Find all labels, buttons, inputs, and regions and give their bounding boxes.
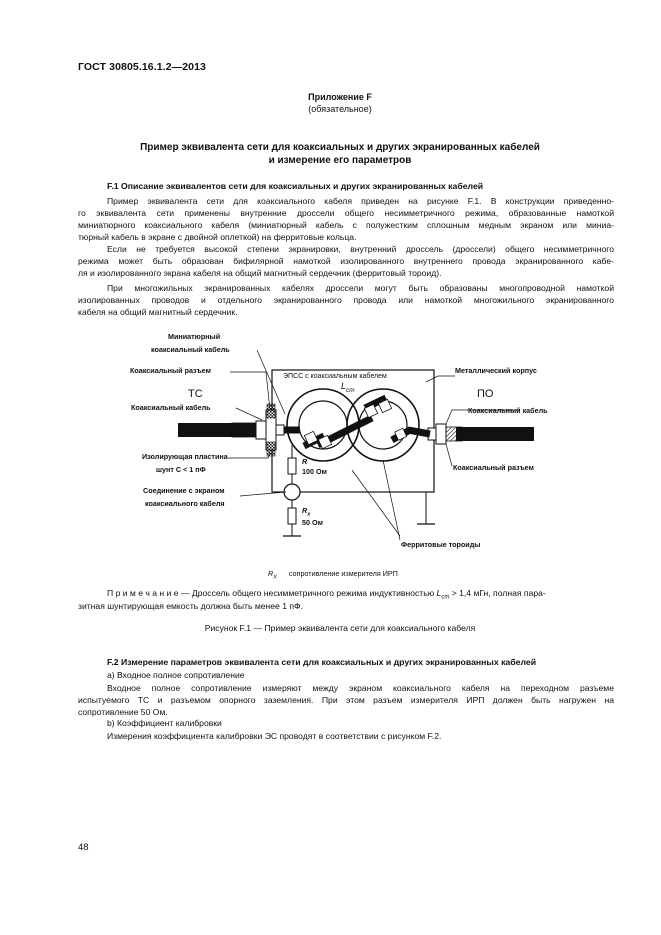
label-po: ПО	[477, 388, 494, 400]
paragraph-line: ля и изолированного экрана кабеля на общий магнитный сердечник (ферритовый тороид).	[78, 268, 442, 278]
paragraph-line: го эквивалента сети применены внутренние дроссели общего несимметричного режима, образованные намоткой	[78, 208, 614, 218]
label-mini-coax-2: коаксиальный кабель	[151, 345, 230, 354]
figure-note-line-2: зитная шунтирующая емкость должна быть менее 1 пФ.	[78, 601, 303, 611]
right-cable-end	[446, 427, 462, 441]
page-number: 48	[78, 842, 89, 853]
paragraph-line: тюрный кабель в экране с двойной оплеткой) на ферритовые кольца.	[78, 232, 357, 242]
figure-caption: Рисунок F.1 — Пример эквивалента сети для коаксиального кабеля	[204, 623, 476, 633]
label-ferrite-toroids: Ферритовые тороиды	[401, 540, 481, 549]
section-f1-heading: F.1 Описание эквивалентов сети для коаксиальных и других экранированных кабелей	[107, 181, 484, 191]
document-code: ГОСТ 30805.16.1.2—2013	[78, 61, 206, 73]
label-coax-cable-left: Коаксиальный кабель	[131, 403, 211, 412]
left-cable-end	[232, 423, 256, 437]
label-rx	[302, 506, 310, 517]
paragraph-line: Пример эквивалента сети для коаксиального кабеля приведен на рисунке F.1. В конструкции приведенно-	[107, 196, 614, 206]
left-insulator-bottom	[267, 442, 275, 456]
left-insulator-top	[267, 404, 275, 418]
section-f2-item-a: а) Входное полное сопротивление	[107, 670, 245, 680]
lcm-symbol: L	[341, 381, 347, 391]
legend-symbol-subscript: X	[273, 574, 277, 581]
paragraph-line: сопротивление 50 Ом.	[78, 707, 168, 717]
left-connector-nose	[276, 425, 284, 435]
rx-symbol: R	[302, 506, 308, 515]
section-f2-paragraph-2: Измерения коэффициента калибровки ЭС проводят в соответствии с рисунком F.2.	[107, 731, 442, 741]
note-symbol-subscript: cm	[441, 594, 450, 601]
appendix-status: (обязательное)	[308, 104, 372, 114]
paragraph-line: режима может быть образован бифилярной намоткой изолированного внутреннего провода экранированного кабе-	[78, 256, 614, 266]
appendix-title: Приложение F	[308, 92, 372, 102]
label-coax-connector-left: Коаксиальный разъем	[130, 366, 211, 375]
note-text-b: > 1,4 мГн, полная пара-	[451, 588, 546, 598]
label-r: R	[302, 457, 308, 466]
paragraph-line: Если не требуется высокой степени экранировки, внутренний дроссель (дроссели) общего несимметричного	[107, 244, 614, 254]
main-title-line-2: и измерение его параметров	[268, 155, 412, 166]
ferrite-toroid-left	[287, 386, 359, 461]
label-coax-cable-right: Коаксиальный кабель	[468, 406, 548, 415]
paragraph-line: Входное полное сопротивление измеряют между экраном коаксиального кабеля на переходном разъеме	[107, 683, 614, 693]
right-connector	[436, 424, 446, 444]
section-f2-item-b: b) Коэффициент калибровки	[107, 718, 222, 728]
rx-subscript: x	[307, 511, 311, 518]
shield-connection	[284, 484, 300, 500]
resistor-rx	[288, 508, 296, 524]
note-text-a: — Дроссель общего несимметричного режима индуктивностью	[180, 588, 435, 598]
label-metal-case: Металлический корпус	[455, 366, 537, 375]
label-shunt: шунт С < 1 пФ	[156, 465, 206, 474]
paragraph-line: При многожильных экранированных кабелях дроссели могут быть образованы многопроводной намоткой	[107, 283, 614, 293]
label-lcm	[341, 381, 355, 394]
note-label: П р и м е ч а н и е	[107, 588, 179, 598]
legend-text: сопротивление измерителя ИРП	[288, 569, 398, 578]
section-f2-heading: F.2 Измерение параметров эквивалента сети для коаксиальных и других экранированных кабелей	[107, 657, 537, 667]
figure-legend	[268, 569, 398, 580]
paragraph-line: миниатюрного коаксиального кабеля (миниатюрный кабель с полужестким сплошным медным экраном или миниа-	[78, 220, 614, 230]
label-rx-value: 50 Ом	[302, 518, 323, 527]
note-symbol: L	[436, 588, 442, 598]
legend-symbol: R	[268, 569, 274, 578]
lcm-subscript: cm	[346, 386, 355, 394]
paragraph-line: изолированных проводов и отдельного экранированного провода или намоткой многожильного экранированного	[78, 295, 614, 305]
label-insulating-plate: Изолирующая пластина	[142, 452, 228, 461]
label-r-value: 100 Ом	[302, 467, 327, 476]
paragraph-line: испытуемого ТС и разъемом опорного заземления. При этом разъем измерителя ИРП должен быть нагружен на	[78, 695, 614, 705]
resistor-r	[288, 458, 296, 474]
label-ts: ТС	[188, 388, 203, 400]
label-shield-connection-2: коаксиального кабеля	[145, 499, 225, 508]
label-coax-connector-right: Коаксиальный разъем	[453, 463, 534, 472]
label-mini-coax-1: Миниатюрный	[168, 332, 221, 341]
paragraph-line: кабеля на общий магнитный сердечник.	[78, 307, 238, 317]
label-shield-connection-1: Соединение с экраном	[143, 486, 225, 495]
main-title-line-1: Пример эквивалента сети для коаксиальных и других экранированных кабелей	[140, 142, 540, 153]
right-coax-cable	[456, 427, 534, 441]
left-connector	[256, 421, 266, 439]
label-epss: ЭПСС с коаксиальным кабелем	[283, 373, 387, 380]
